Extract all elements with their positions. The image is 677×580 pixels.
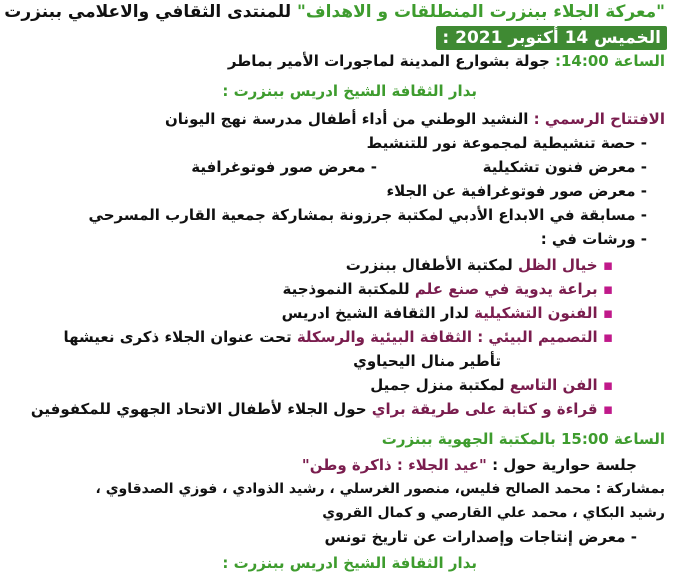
- workshop-item: ▪ الفنون التشكيلية لدار الثقافة الشيخ ادريس: [281, 304, 613, 322]
- program-title: [4, 4, 665, 21]
- item-literary-contest: - مسابقة في الابداع الأدبي لمكتبة جرزونة بمشاركة جمعية القارب المسرحي: [88, 206, 647, 224]
- item-workshops-heading: - ورشات في :: [540, 230, 647, 248]
- workshop-item: ▪ براعة يدوية في صنع علم للمكتبة النموذجية: [282, 280, 613, 298]
- item-animation: - حصة تنشيطية لمجموعة نور للتنشيط: [366, 134, 647, 152]
- venue1: بدار الثقافة الشيخ ادريس ببنزرت :: [222, 82, 477, 100]
- exhibit-line: - معرض إنتاجات وإصدارات عن تاريخ تونس: [324, 528, 637, 546]
- workshop-item: ▪ الفن التاسع لمكتبة منزل جميل: [370, 376, 613, 394]
- title-quoted: "معركة الجلاء ببنزرت المنطلقات و الاهداف": [297, 2, 665, 22]
- opening-line: [165, 112, 665, 127]
- session2-time: الساعة 15:00 بالمكتبة الجهوية ببنزرت: [381, 430, 665, 448]
- item-art-exhibit: - معرض فنون تشكيلية: [482, 158, 647, 176]
- session1-time: الساعة 14:00:: [555, 52, 665, 70]
- workshop-item: ▪ قراءة و كتابة على طريقة براي حول الجلاء لأطفال الاتحاد الجهوي للمكفوفين: [30, 400, 613, 418]
- panel-title: "عيد الجلاء : ذاكرة وطن": [301, 456, 487, 474]
- item-photo-jalaa: - معرض صور فوتوغرافية عن الجلاء: [386, 182, 647, 200]
- item-photo-exhibit: - معرض صور فوتوغرافية: [191, 158, 377, 176]
- event-date: الخميس 14 أكتوبر 2021 :: [436, 30, 667, 47]
- participants-line-1: بمشاركة : محمد الصالح فليس، منصور الغرسلي ، رشيد الذوادي ، فوزي الصدقاوي ،: [95, 481, 665, 497]
- workshop-item: ▪ خيال الظل لمكتبة الأطفال ببنزرت: [345, 256, 613, 274]
- session1-activity: جولة بشوارع المدينة لماجورات الأمير بماطر: [227, 52, 550, 70]
- participants-line-2: رشيد البكاي ، محمد علي القارصي و كمال القروي: [322, 505, 665, 521]
- opening-text: النشيد الوطني من أداء أطفال مدرسة نهج اليونان: [165, 110, 529, 128]
- panel-line: [302, 458, 637, 473]
- venue2: بدار الثقافة الشيخ ادريس ببنزرت :: [222, 554, 477, 572]
- workshop-facilitator: تأطير منال اليحياوي: [353, 352, 501, 370]
- opening-label: الافتتاح الرسمي :: [533, 110, 665, 128]
- workshop-item: ▪ التصميم البيئي : الثقافة البيئية والرسكلة تحت عنوان الجلاء ذكرى نعيشها: [63, 328, 613, 346]
- title-rest: للمنتدى الثقافي والاعلامي ببنزرت: [4, 2, 292, 22]
- session1-line: [228, 54, 665, 69]
- panel-label: جلسة حوارية حول :: [492, 456, 637, 474]
